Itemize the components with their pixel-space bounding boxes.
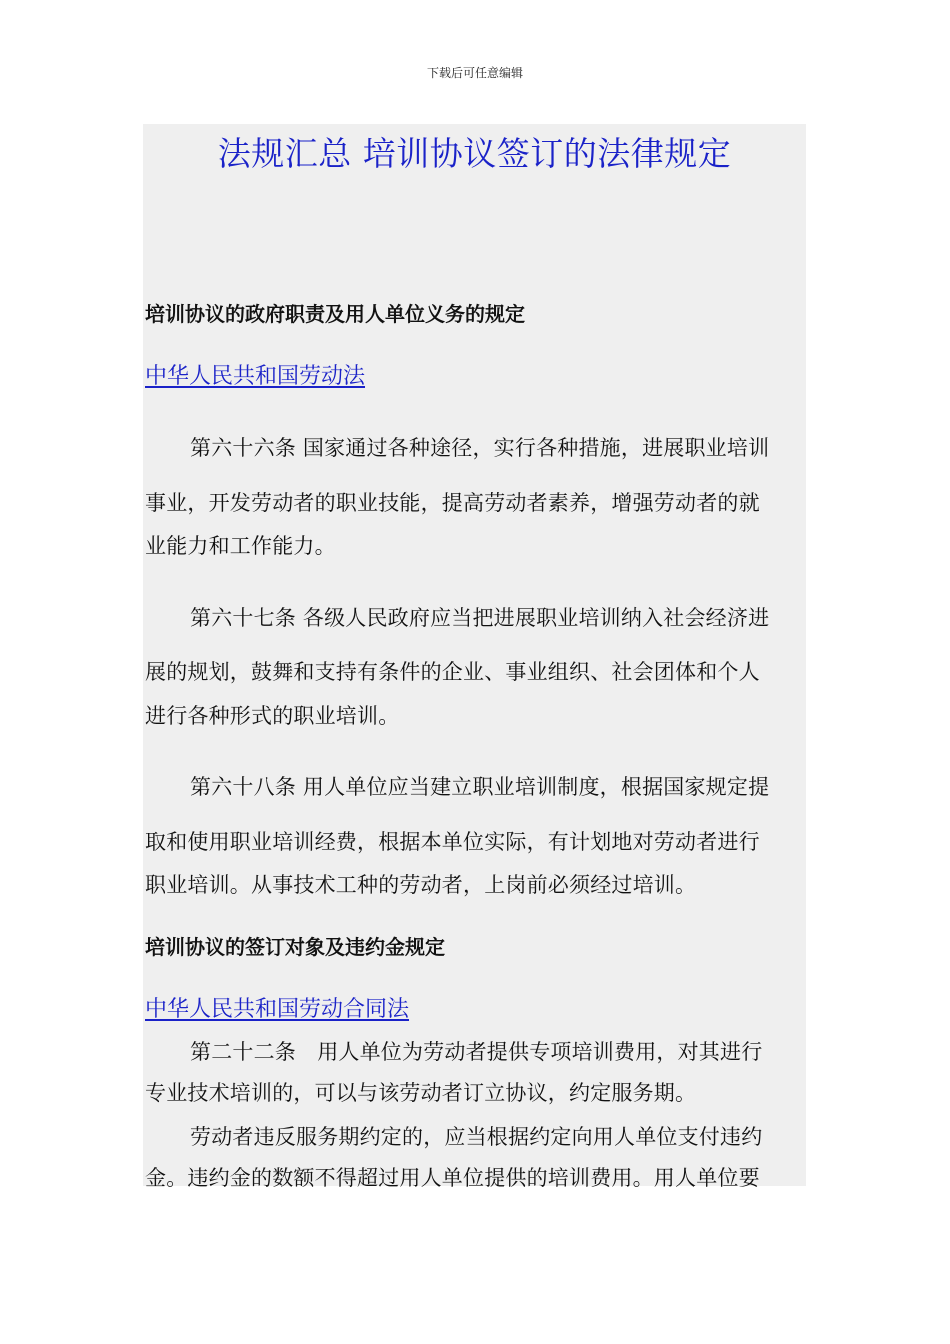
article-67-line-3: 进行各种形式的职业培训。 [145,704,400,728]
article-68-line-2: 取和使用职业培训经费，根据本单位实际，有计划地对劳动者进行 [145,830,760,854]
section-heading-government-duties: 培训协议的政府职责及用人单位义务的规定 [145,302,525,326]
article-22-line-1: 第二十二条 用人单位为劳动者提供专项培训费用，对其进行 [190,1040,763,1064]
content-panel [143,124,806,1186]
penalty-line-1: 劳动者违反服务期约定的，应当根据约定向用人单位支付违约 [190,1125,763,1149]
article-68-line-3: 职业培训。从事技术工种的劳动者，上岗前必须经过培训。 [145,873,697,897]
article-66-line-3: 业能力和工作能力。 [145,534,336,558]
article-66-line-1: 第六十六条 国家通过各种途径，实行各种措施，进展职业培训 [190,436,770,460]
law-link-labor-law[interactable]: 中华人民共和国劳动法 [145,364,366,389]
section-heading-training-agreement: 培训协议的签订对象及违约金规定 [145,935,445,959]
law-link-labor-contract-law[interactable]: 中华人民共和国劳动合同法 [145,997,410,1022]
article-22-line-2: 专业技术培训的，可以与该劳动者订立协议，约定服务期。 [145,1081,697,1105]
penalty-line-2: 金。违约金的数额不得超过用人单位提供的培训费用。用人单位要 [145,1166,760,1190]
article-66-line-2: 事业，开发劳动者的职业技能，提高劳动者素养，增强劳动者的就 [145,491,760,515]
page-title: 法规汇总 培训协议签订的法律规定 [217,134,732,173]
article-67-line-2: 展的规划，鼓舞和支持有条件的企业、事业组织、社会团体和个人 [145,660,760,684]
header-note: 下载后可任意编辑 [426,66,523,80]
article-68-line-1: 第六十八条 用人单位应当建立职业培训制度，根据国家规定提 [190,775,770,799]
article-67-line-1: 第六十七条 各级人民政府应当把进展职业培训纳入社会经济进 [190,606,770,630]
